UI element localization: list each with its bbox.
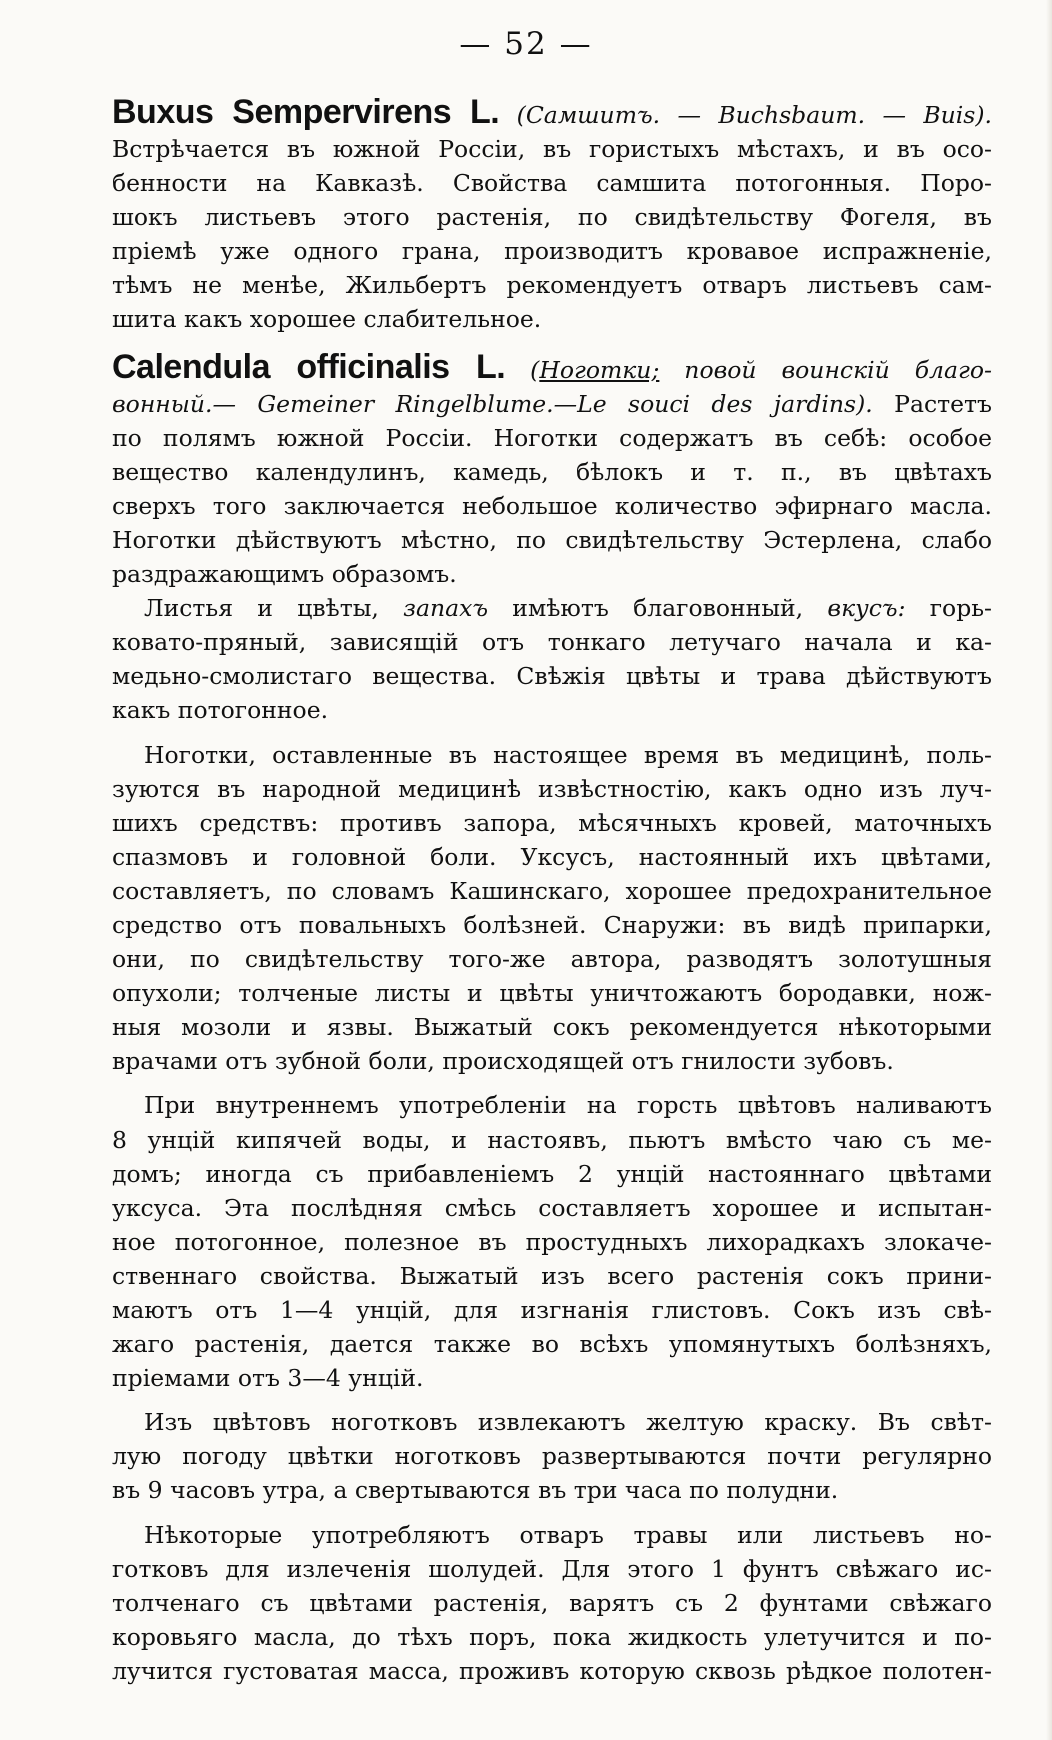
text-line: коровьяго масла, до тѣхъ поръ, пока жидкость улетучится и по- <box>112 1622 992 1651</box>
text-line: лую погоду цвѣтки ноготковъ развертываются почти регулярно <box>112 1442 992 1471</box>
text-line: готковъ для излеченія шолудей. Для этого 1 фунтъ свѣжаго ис- <box>112 1554 992 1583</box>
text-line: ныя мозоли и язвы. Выжатый сокъ рекомендуется нѣкоторыми <box>112 1013 992 1042</box>
text-line: домъ; иногда съ прибавленіемъ 2 унцій настояннаго цвѣтами <box>112 1159 992 1188</box>
text-line: пріемѣ уже одного грана, производитъ кровавое испражненіе, <box>112 237 992 266</box>
text-line: Нѣкоторые употребляютъ отваръ травы или листьевъ но- <box>144 1520 992 1549</box>
text-line: они, по свидѣтельству того-же автора, разводятъ золотушныя <box>112 945 992 974</box>
text-line: опухоли; толченые листы и цвѣты уничтожаютъ бородавки, нож- <box>112 979 992 1008</box>
scan-edge-shadow <box>1046 0 1052 1740</box>
text-line: составляетъ, по словамъ Кашинскаго, хорошее предохранительное <box>112 876 992 905</box>
text-line: врачами отъ зубной боли, происходящей отъ гнилости зубовъ. <box>112 1047 894 1076</box>
text-line: маютъ отъ 1—4 унцій, для изгнанія глистовъ. Сокъ изъ свѣ- <box>112 1296 992 1324</box>
entry-heading-line <box>112 92 992 132</box>
text-line: ственнаго свойства. Выжатый изъ всего растенія сокъ прини- <box>112 1261 992 1290</box>
text-line: Встрѣчается въ южной Россіи, въ гористыхъ мѣстахъ, и въ осо- <box>112 135 992 163</box>
text-line: спазмовъ и головной боли. Уксусъ, настоянный ихъ цвѣтами, <box>112 842 992 871</box>
text-line: въ 9 часовъ утра, а свертываются въ три часа по полудни. <box>112 1476 839 1505</box>
entry-heading: Buxus Sempervirens L. <box>112 93 500 131</box>
text-line: тѣмъ не менѣе, Жильбертъ рекомендуетъ отваръ листьевъ сам- <box>112 271 992 300</box>
text-line: зуются въ народной медицинѣ извѣстностію, какъ одно изъ луч- <box>112 774 992 803</box>
text-line: вещество календулинъ, камедь, бѣлокъ и т. п., въ цвѣтахъ <box>112 457 992 486</box>
text-line: медьно-смолистаго вещества. Свѣжія цвѣты и трава дѣйствуютъ <box>112 662 992 691</box>
text-line: раздражающимъ образомъ. <box>112 560 457 589</box>
text-line: средство отъ повальныхъ болѣзней. Снаружи: въ видѣ припарки, <box>112 910 992 939</box>
text-line: Изъ цвѣтовъ ноготковъ извлекаютъ желтую краску. Въ свѣт- <box>144 1408 992 1437</box>
text-line: бенности на Кавказѣ. Свойства самшита потогонныя. Поро- <box>112 169 992 198</box>
page-body <box>112 92 992 1688</box>
text-line: лучится густоватая масса, проживъ которую сквозь рѣдкое полотен- <box>112 1656 992 1685</box>
entry-heading-line <box>112 347 992 387</box>
paragraph <box>112 1405 992 1507</box>
text-line: Ноготки дѣйствуютъ мѣстно, по свидѣтельству Эстерлена, слабо <box>112 525 992 554</box>
text-line: шита какъ хорошее слабительное. <box>112 305 542 334</box>
text-line: ное потогонное, полезное въ простудныхъ лихорадкахъ злокаче- <box>112 1227 992 1256</box>
text-line: какъ потогонное. <box>112 696 329 725</box>
text-line: 8 унцій кипячей воды, и настоявъ, пьютъ вмѣсто чаю съ ме- <box>112 1125 992 1154</box>
text-line: вонный.— Gemeiner Ringelblume.—Le souci des jardins). Растетъ <box>112 389 992 418</box>
text-line: При внутреннемъ употребленіи на горсть цвѣтовъ наливаютъ <box>144 1091 992 1120</box>
text-line: уксуса. Эта послѣдняя смѣсь составляетъ хорошее и испытан- <box>112 1193 992 1222</box>
paragraph <box>112 1088 992 1395</box>
paragraph-taste <box>112 591 992 727</box>
entry-buxus <box>112 92 992 337</box>
text-line: шихъ средствъ: противъ запора, мѣсячныхъ кровей, маточныхъ <box>112 808 992 837</box>
text-line: толченаго съ цвѣтами растенія, варятъ съ 2 фунтами свѣжаго <box>112 1588 992 1617</box>
text-line: жаго растенія, дается также во всѣхъ упомянутыхъ болѣзняхъ, <box>112 1330 992 1359</box>
text-line: Ноготки, оставленные въ настоящее время въ медицинѣ, поль- <box>144 740 992 769</box>
entry-heading: Calendula officinalis L. <box>112 347 506 386</box>
text-line: шокъ листьевъ этого растенія, по свидѣтельству Фогеля, въ <box>112 203 992 232</box>
entry-synonyms: (Ноготки; повой воинскій благо- <box>530 355 992 384</box>
text-line: ковато-пряный, зависящій отъ тонкаго летучаго начала и ка- <box>112 628 992 657</box>
text-line: пріемами отъ 3—4 унцій. <box>112 1364 424 1393</box>
entry-synonyms: (Самшитъ. — Buchsbaum. — Buis). <box>516 101 992 129</box>
text-line: по полямъ южной Россіи. Ноготки содержатъ въ себѣ: особое <box>112 423 992 452</box>
text-line: сверхъ того заключается небольшое количество эфирнаго масла. <box>112 491 992 520</box>
paragraph <box>112 738 992 1079</box>
text-line: Листья и цвѣты, запахъ имѣютъ благовонный, вкусъ: горь- <box>144 594 992 623</box>
page-number: — 52 — <box>459 26 593 62</box>
entry-calendula <box>112 347 992 592</box>
paragraph <box>112 1518 992 1688</box>
